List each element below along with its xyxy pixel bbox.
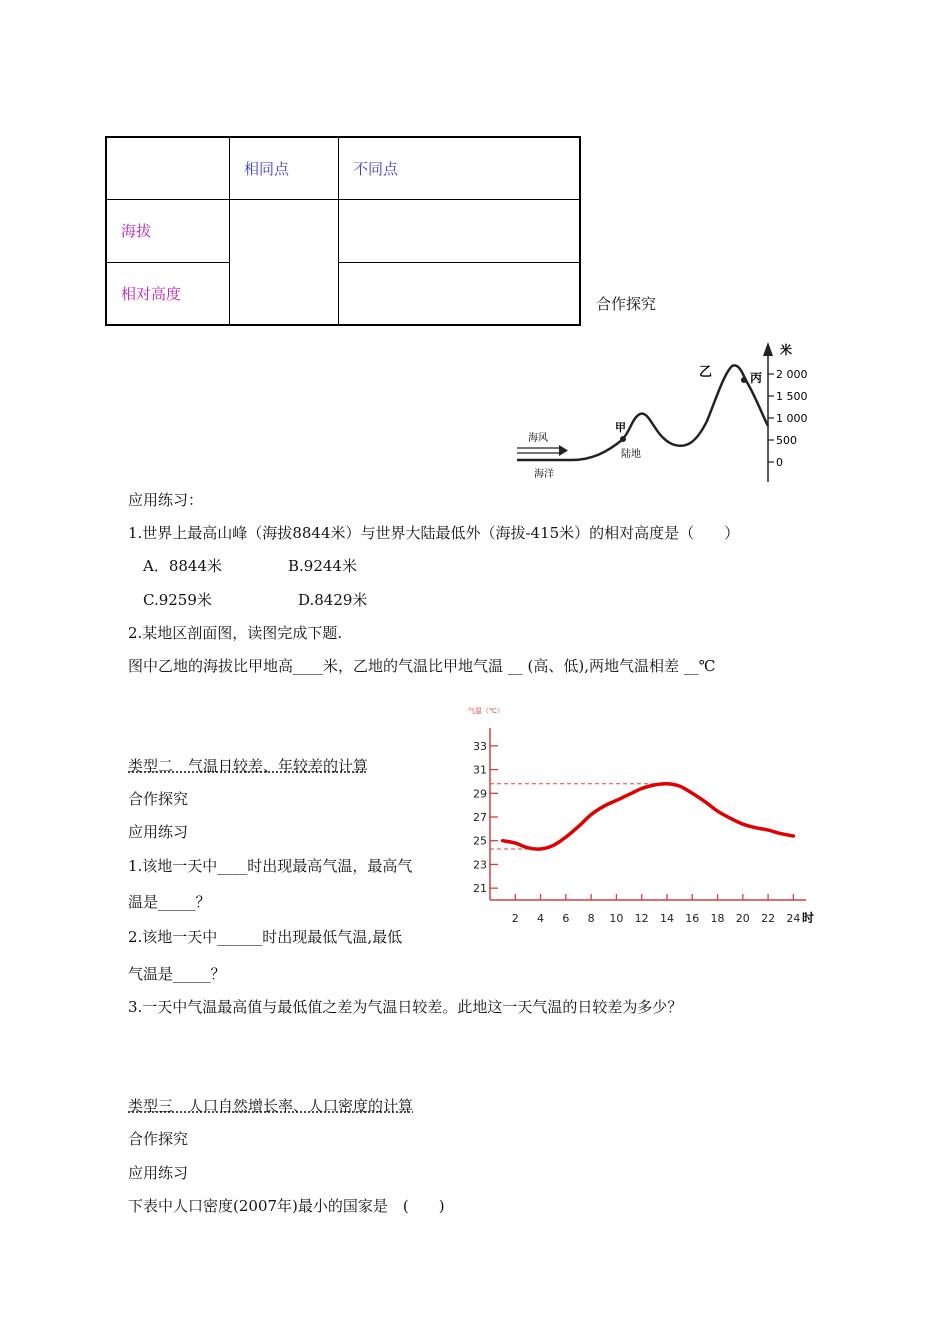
question-2: 2.某地区剖面图，读图完成下题. (128, 624, 343, 642)
chart-xtick-label: 24 (786, 912, 801, 925)
profile-tick-2000: 2 000 (776, 368, 808, 381)
table-row-altitude-label: 海拔 (106, 199, 230, 262)
label-land: 陆地 (621, 449, 641, 460)
temperature-line (503, 784, 794, 849)
terrain-profile-diagram (512, 336, 822, 486)
label-sea-wind: 海风 (528, 433, 548, 444)
profile-tick-0: 0 (776, 456, 783, 469)
profile-axis-arrow (763, 342, 773, 356)
table-row-relative-label: 相对高度 (106, 262, 230, 325)
chart-ytick-label: 21 (473, 882, 487, 896)
point-jia (620, 436, 626, 442)
label-yi: 乙 (699, 365, 713, 380)
option-b: B.9244米 (288, 557, 357, 575)
section-2-q1b: 温是_____？ (128, 893, 211, 911)
profile-tick-1000: 1 000 (776, 412, 808, 425)
question-1: 1.世界上最高山峰（海拔8844米）与世界大陆最低外（海拔-415米）的相对高度是（ ） (128, 524, 740, 542)
section-2-q1a: 1.该地一天中____时出现最高气温，最高气 (128, 857, 413, 875)
chart-ytick-label: 29 (473, 787, 487, 801)
option-a: A．8844米 (143, 557, 223, 575)
table-header-diff: 不同点 (339, 137, 581, 199)
section-3-q1: 下表中人口密度(2007年)最小的国家是 ( ) (128, 1197, 445, 1215)
table-header-same: 相同点 (230, 137, 339, 199)
section-2-heading: 类型二 气温日较差、年较差的计算 (128, 757, 369, 775)
section-2-practice: 应用练习 (128, 823, 189, 841)
wind-arrowhead (559, 445, 568, 456)
section-2-q2b: 气温是_____？ (128, 965, 226, 983)
coop-explore-label: 合作探究 (596, 295, 657, 313)
section-2-q3: 3.一天中气温最高值与最低值之差为气温日较差。此地这一天气温的日较差为多少？ (128, 998, 683, 1016)
profile-tick-1500: 1 500 (776, 390, 808, 403)
chart-xtick-label: 22 (761, 912, 776, 925)
chart-ytick-label: 31 (473, 763, 487, 777)
chart-xtick-label: 18 (710, 912, 725, 925)
chart-ytick-label: 27 (473, 811, 487, 824)
comparison-table (105, 136, 581, 326)
chart-ytick-label: 25 (473, 834, 487, 848)
label-bing: 丙 (750, 371, 763, 385)
chart-ylabel: 气温（℃） (468, 707, 504, 715)
table-cell-diff-altitude (339, 199, 581, 262)
section-3-coop: 合作探究 (128, 1130, 189, 1148)
option-d: D.8429米 (298, 591, 368, 609)
table-corner-cell (106, 137, 230, 199)
option-c: C.9259米 (143, 591, 212, 609)
label-ocean: 海洋 (534, 469, 554, 480)
profile-ticks (768, 368, 808, 469)
section-2-coop: 合作探究 (128, 790, 189, 808)
chart-xunit: 时 (802, 911, 815, 925)
point-bing (741, 377, 747, 383)
section-3-heading: 类型三 人口自然增长率、人口密度的计算 (128, 1097, 414, 1115)
chart-ytick-label: 23 (473, 858, 487, 872)
chart-xtick-label: 2 (511, 912, 519, 925)
chart-xtick-label: 16 (685, 912, 700, 925)
chart-xtick-label: 8 (587, 912, 595, 925)
question-2-fill: 图中乙地的海拔比甲地高____米，乙地的气温比甲地气温 __ (高、低),两地气温相差 __℃ (128, 657, 716, 675)
terrain-line (572, 365, 768, 460)
label-jia: 甲 (615, 421, 626, 434)
chart-xtick-label: 12 (634, 912, 649, 925)
table-cell-same (230, 199, 339, 325)
temperature-chart (466, 704, 822, 936)
chart-xtick-label: 10 (609, 912, 624, 925)
section-3-practice: 应用练习 (128, 1164, 189, 1182)
practice-title: 应用练习： (128, 491, 204, 509)
profile-unit-label: 米 (780, 343, 793, 357)
section-2-q2a: 2.该地一天中______时出现最低气温,最低 (128, 928, 403, 946)
table-cell-diff-relative (339, 262, 581, 325)
chart-ytick-label: 33 (473, 739, 487, 753)
chart-xtick-label: 14 (659, 912, 674, 925)
profile-tick-500: 500 (776, 434, 797, 447)
chart-xtick-label: 20 (735, 912, 750, 925)
chart-xtick-label: 4 (537, 912, 545, 925)
chart-xtick-label: 6 (562, 912, 570, 925)
